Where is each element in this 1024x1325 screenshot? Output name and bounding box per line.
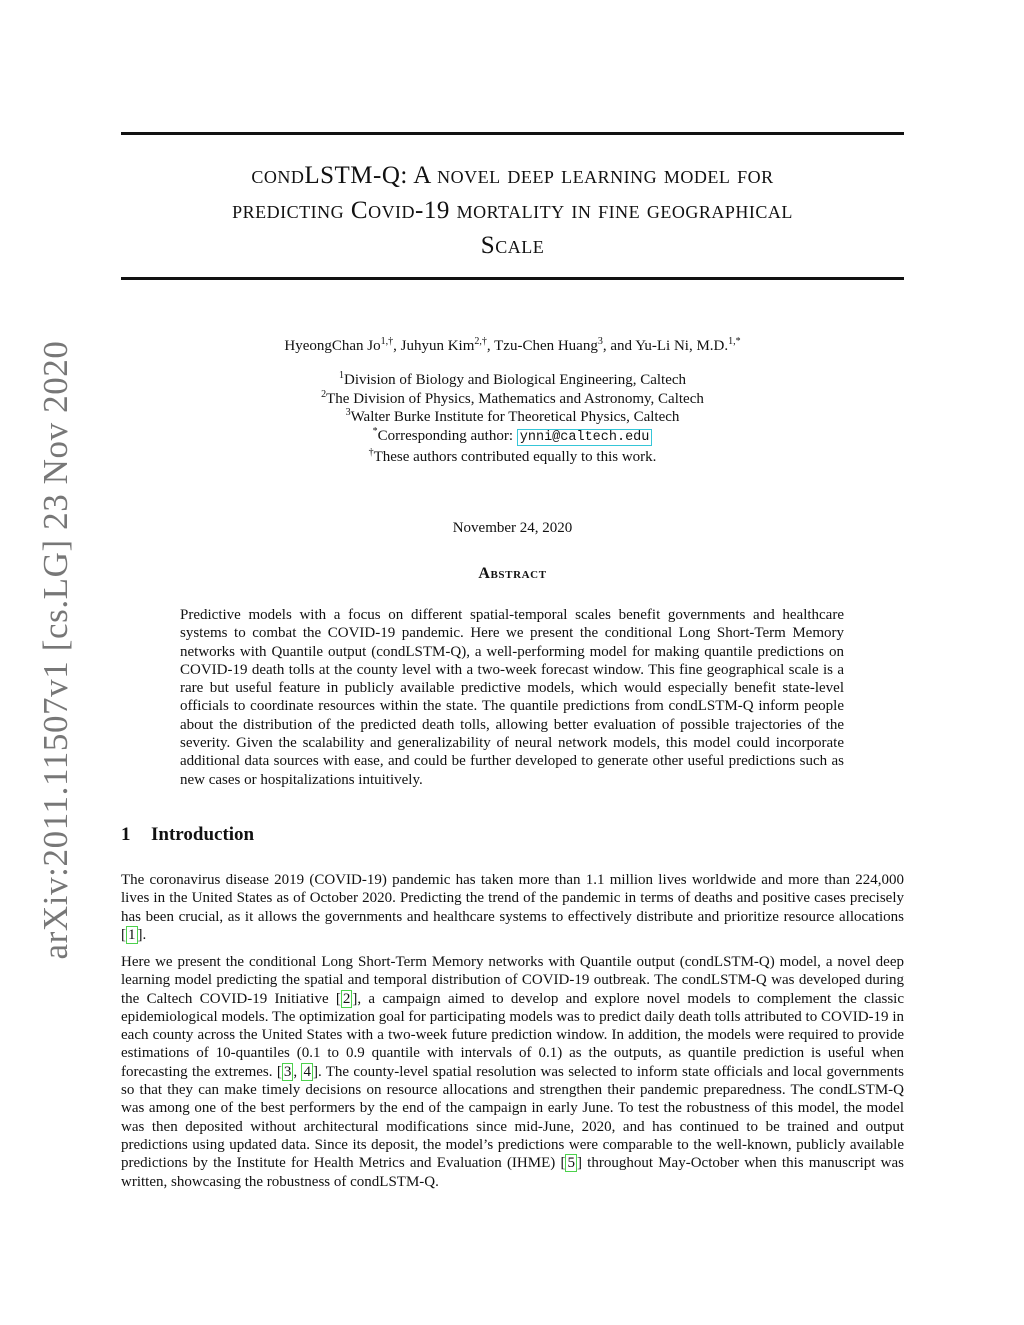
title-rule-top (121, 132, 904, 135)
section-heading-introduction (121, 824, 254, 846)
title-line-1: condLSTM-Q: A novel deep learning model for (251, 162, 774, 189)
affiliation-mark: 2 (321, 388, 327, 400)
equal-contribution-line (121, 448, 904, 467)
affiliation-mark: 1 (338, 370, 344, 381)
title-line-3: Scale (480, 232, 545, 259)
corresponding-label: Corresponding author: (377, 427, 517, 444)
corresponding-author-line (121, 427, 904, 448)
corresponding-mark: * (372, 425, 378, 437)
author-superscript: 1,* (728, 336, 741, 347)
author-separator: , (486, 338, 495, 354)
author-separator: , (393, 338, 401, 354)
email-link[interactable]: ynni@caltech.edu (517, 429, 653, 446)
arxiv-identifier[interactable]: arXiv:2011.11507v1 [cs.LG] 23 Nov 2020 (36, 340, 75, 960)
abstract-heading: Abstract (478, 565, 547, 582)
section-number: 1 (121, 824, 131, 845)
abstract-text: Predictive models with a focus on different spatial-temporal scales benefit governments and healthcare systems to combat the COVID-19 pandemic. Here we present the conditional Long Short-Term Memory networks with Quantile output (condLSTM-Q), a well-performing model for making quantile predictions on COVID-19 death tolls at the county level with a two-week forecast window. This fine geographical scale is a rare but useful feature in publicly available predictive models, which would especially benefit state-level officials to coordinate resources within the state. The quantile predictions from condLSTM-Q inform people about the distribution of the predicted death tolls, allowing better evaluation of possible trajectories of the severity. Given the scalability and generalizability of neural network models, this model could incorporate additional data sources with ease, and could be further developed to generate other useful predictions such as new cases or hospitalizations intuitively. (180, 607, 844, 788)
intro-paragraph-2 (121, 953, 904, 1191)
citation-separator: , (293, 1063, 302, 1080)
citation-link[interactable]: 1 (128, 926, 136, 943)
affiliation-text: Walter Burke Institute for Theoretical Physics, Caltech (350, 409, 680, 425)
affiliation-text: The Division of Physics, Mathematics and Astronomy, Caltech (326, 390, 704, 407)
author-name: HyeongChan Jo (284, 338, 381, 354)
title-rule-bottom (121, 277, 904, 280)
author-name: Tzu-Chen Huang (494, 338, 598, 354)
affiliation-mark: 3 (345, 407, 351, 418)
intro-paragraph-1 (121, 871, 904, 944)
citation-link[interactable]: 2 (342, 990, 351, 1007)
author-superscript: 1,† (380, 336, 394, 347)
publication-date: November 24, 2020 (452, 520, 573, 536)
author-name: Yu-Li Ni, M.D. (635, 338, 729, 354)
citation-link[interactable]: 5 (567, 1155, 575, 1172)
equal-contribution-mark: † (368, 447, 374, 458)
author-separator: , and (602, 338, 636, 354)
affiliation-block (121, 371, 904, 467)
equal-contribution-text: These authors contributed equally to this work. (373, 449, 657, 465)
paragraph-text: ]. (137, 926, 147, 943)
author-list (121, 336, 904, 356)
affiliation-text: Division of Biology and Biological Engineering, Caltech (343, 372, 687, 388)
paragraph-text: Here we present the conditional Long Short-Term Memory networks with Quantile output (condLSTM-Q) model, a novel deep learning model predicting the spatial and temporal distribution of COVID-19 outbreak. The condLSTM-Q was developed during the Caltech COVID-19 Initiative [ (121, 954, 904, 1007)
citation-link[interactable]: 3 (283, 1063, 292, 1080)
affiliation-line (121, 390, 904, 409)
paragraph-text: ], a campaign aimed to develop and explore novel models to complement the classic epidemiological models. The optimization goal for participating models was to predict daily death tolls attributed to COVID-19 in each county across the United States with a two-week future prediction window. In addition, the models were required to provide estimations of 10-quantiles (0.1 to 0.9 quantile with intervals of 0.1) as the outputs, as quantile prediction is useful when forecasting the extremes. [ (121, 990, 904, 1080)
paper-title (121, 158, 904, 263)
title-line-2: predicting Covid-19 mortality in fine geographical (232, 197, 793, 224)
section-title: Introduction (151, 824, 255, 845)
author-superscript: 3 (597, 336, 603, 347)
affiliation-line (121, 371, 904, 390)
paragraph-text: ] throughout May-October when this manuscript was written, showcasing the robustness of condLSTM-Q. (121, 1155, 904, 1190)
paragraph-text: The coronavirus disease 2019 (COVID-19) pandemic has taken more than 1.1 million lives worldwide and more than 224,000 lives in the United States as of October 2020. Predicting the trend of the pandemic in terms of deaths and positive cases precisely has been crucial, as it allows the governments and healthcare systems to effectively distribute and prioritize resource allocations [ (121, 872, 904, 943)
citation-link[interactable]: 4 (303, 1063, 311, 1080)
affiliation-line (121, 408, 904, 427)
author-superscript: 2,† (474, 336, 487, 347)
paragraph-text: ]. The county-level spatial resolution was selected to inform state officials and local governments so that they can make timely decisions on resource allocations and strengthen their pandemic preparedness. The condLSTM-Q was among one of the best performers by the end of the campaign in early June. To test the robustness of this model, the model was then deposited without architectural modifications since mid-June, 2020, and has continued to be trained and output predictions using updated data. Since its deposit, the model’s predictions were comparable to the well-known, publicly available predictions by the Institute for Health Metrics and Evaluation (IHME) [ (121, 1063, 904, 1172)
author-name: Juhyun Kim (400, 338, 475, 354)
